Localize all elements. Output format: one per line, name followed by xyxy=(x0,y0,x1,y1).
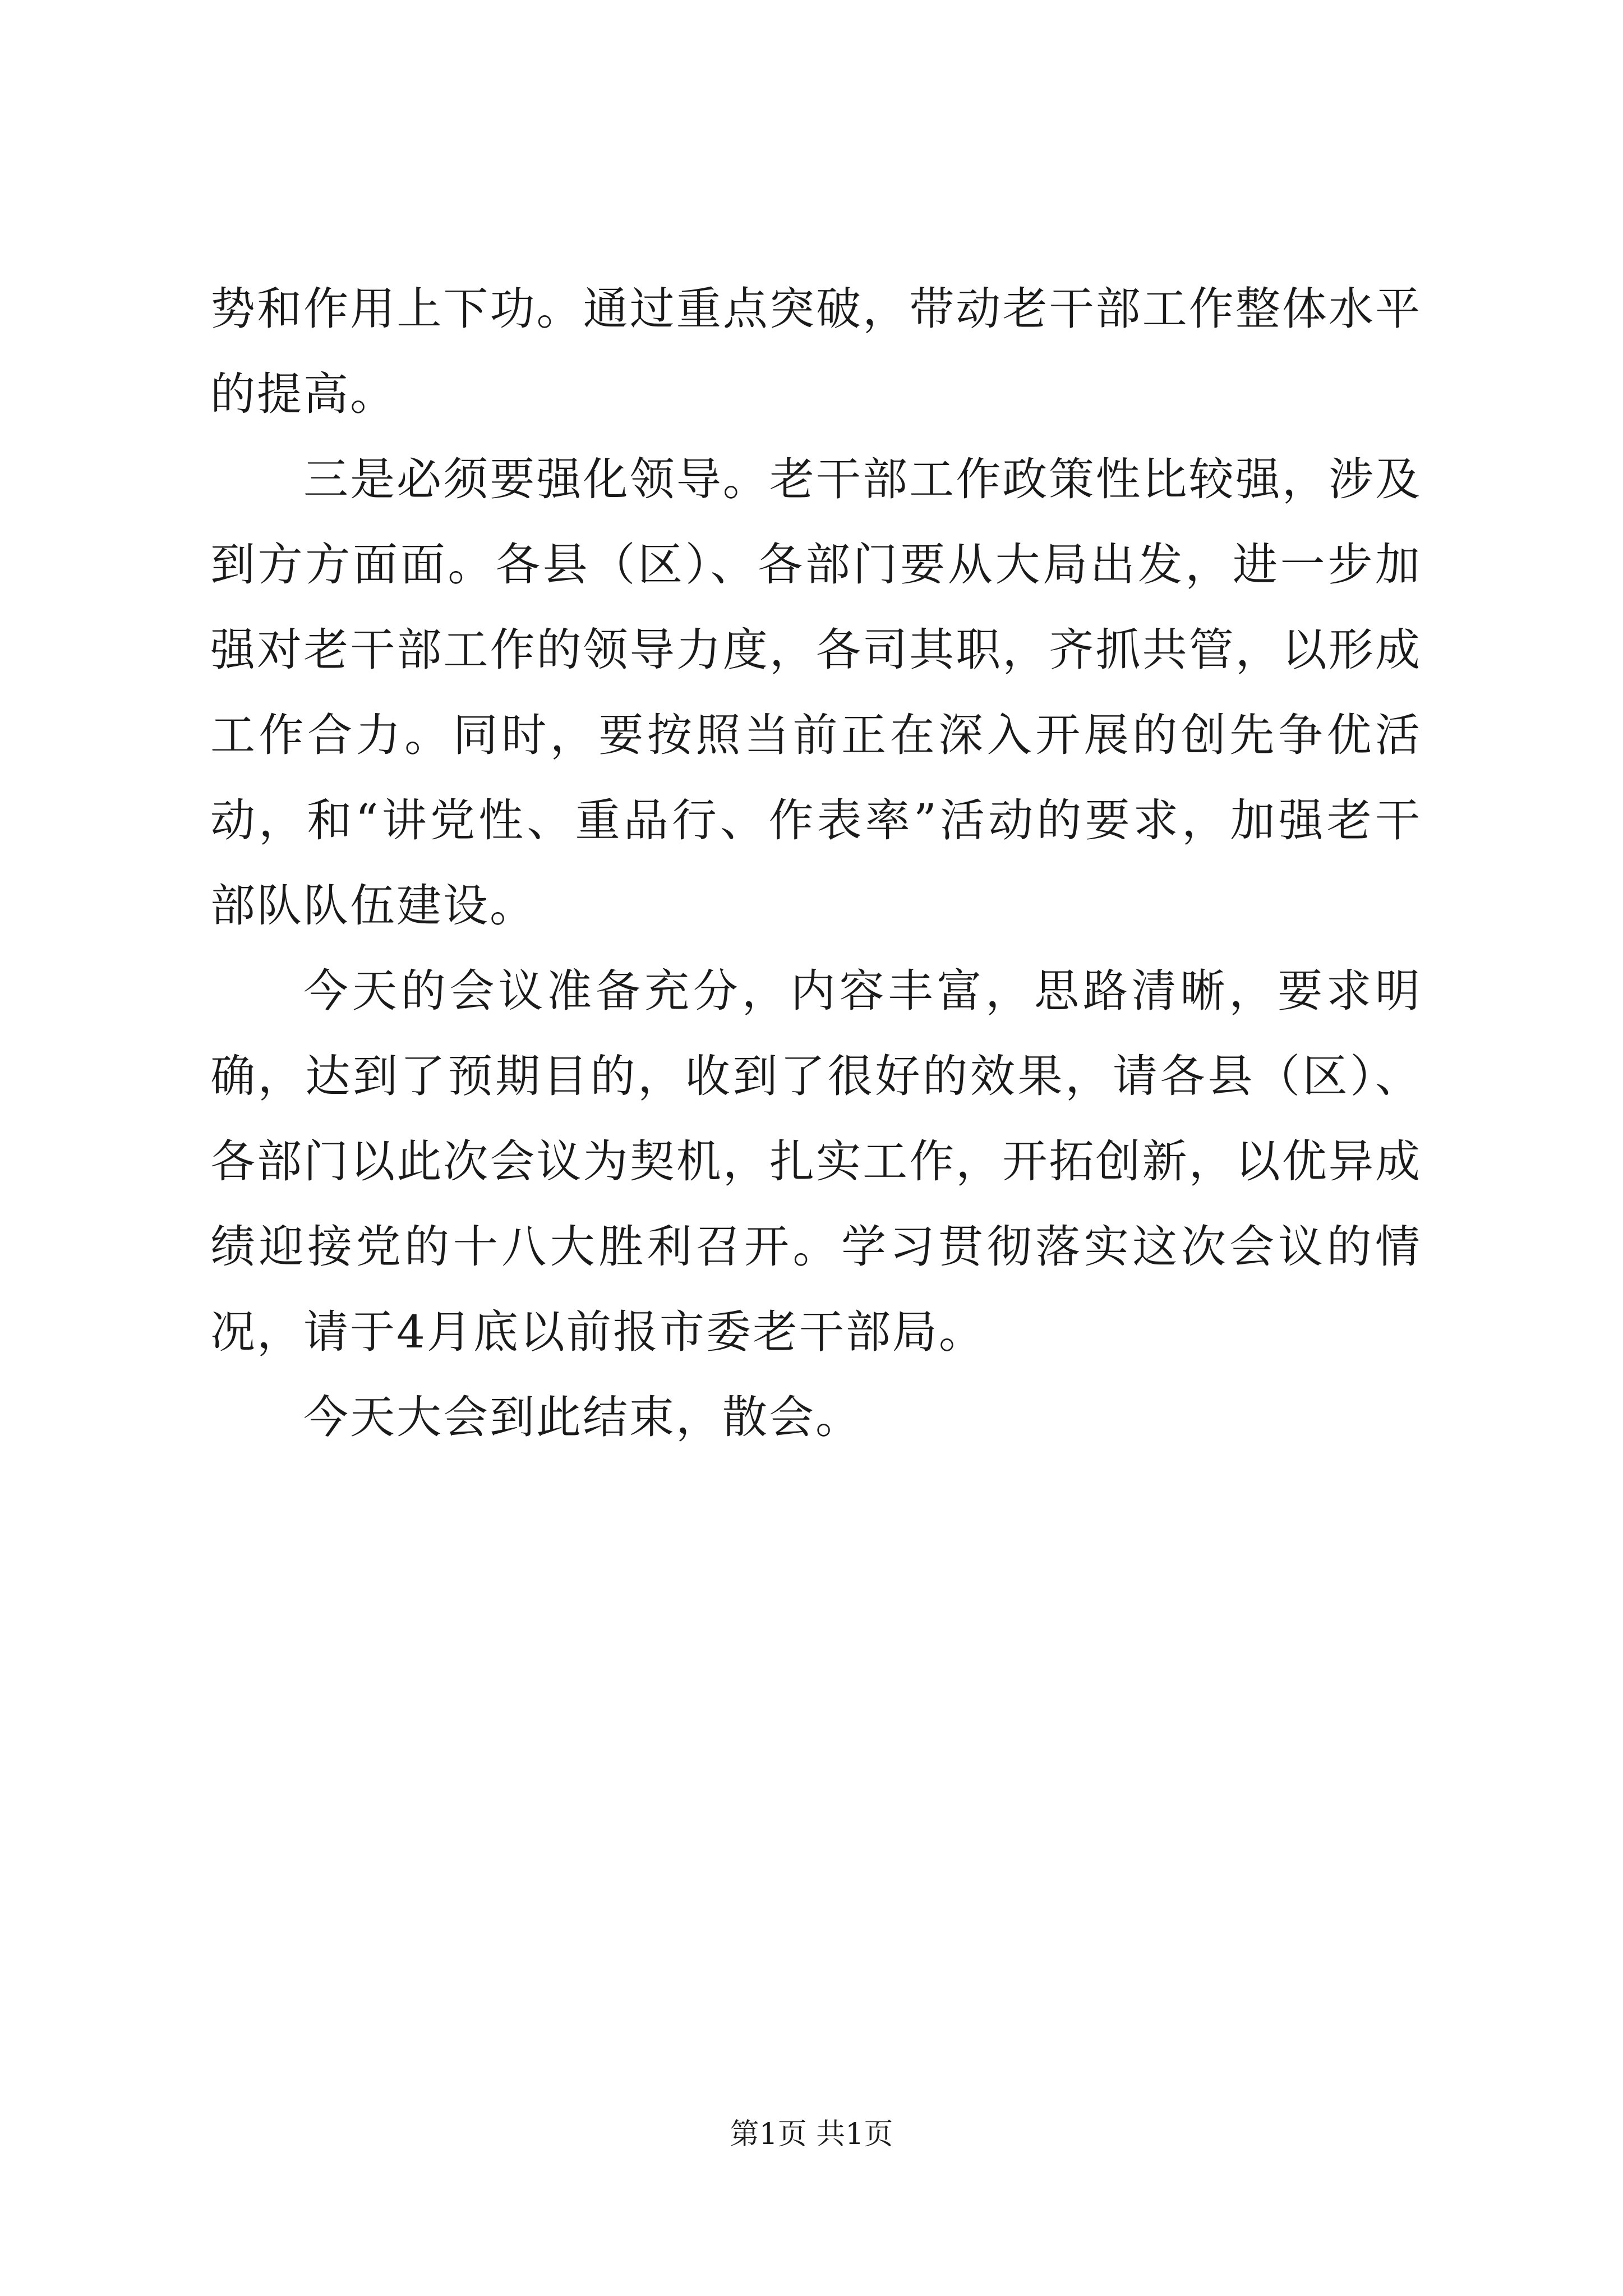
paragraph-continuation: 势和作用上下功。通过重点突破，带动老干部工作整体水平的提高。 xyxy=(210,283,1422,420)
paragraph-strengthen-leadership: 三是必须要强化领导。老干部工作政策性比较强，涉及到方方面面。各县（区）、各部门要从大局出发，进一步加强对老干部工作的领导力度，各司其职，齐抓共管，以形成工作合力。同时，要按照当前正在深入开展的创先争优活动，和“讲党性、重品行、作表率”活动的要求，加强老干部队队伍建设。 xyxy=(210,453,1422,932)
page-number-footer: 第1页 共1页 xyxy=(730,2118,893,2151)
document-body xyxy=(210,266,1422,1460)
paragraph-meeting-summary: 今天的会议准备充分，内容丰富，思路清晰，要求明确，达到了预期目的，收到了很好的效果，请各县（区）、各部门以此次会议为契机，扎实工作，开拓创新，以优异成绩迎接党的十八大胜利召开。学习贯彻落实这次会议的情况，请于4月底以前报市委老干部局。 xyxy=(210,965,1422,1358)
paragraph-closing: 今天大会到此结束，散会。 xyxy=(303,1391,862,1443)
